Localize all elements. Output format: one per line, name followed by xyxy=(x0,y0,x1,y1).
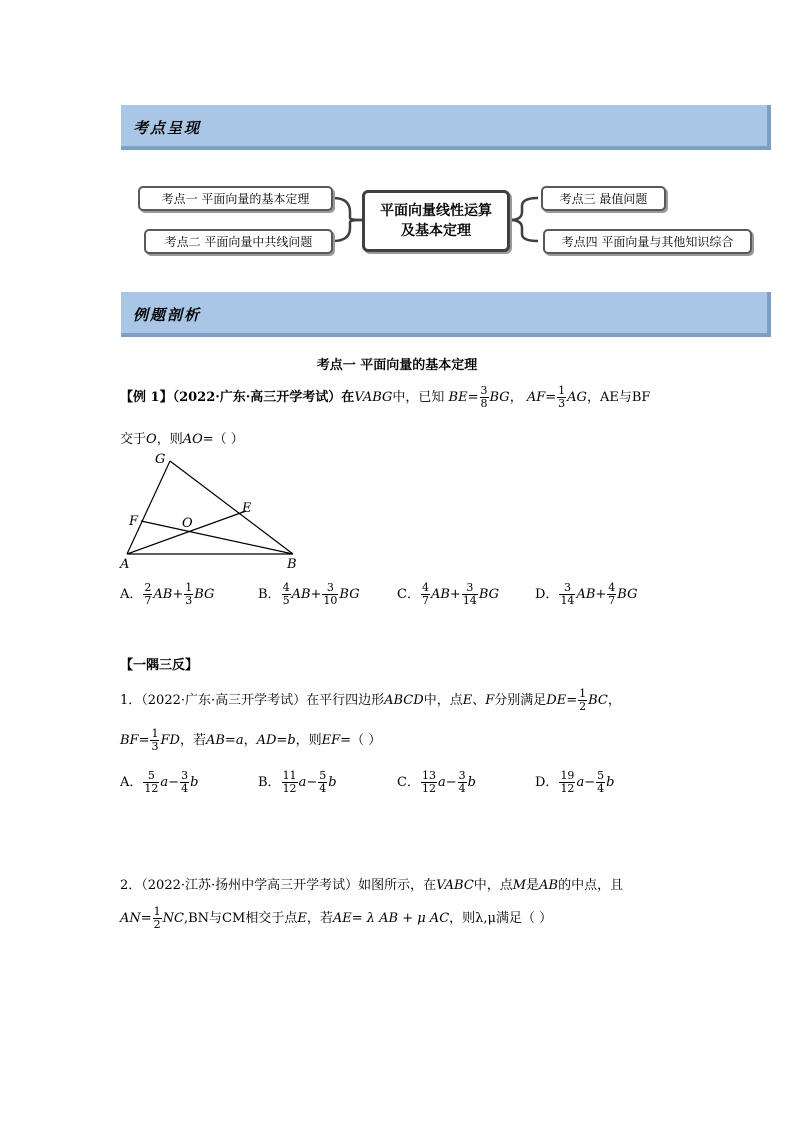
section-header-examples xyxy=(121,292,771,337)
q2-line2: AN= $\frac{1}{2}$ NC,BN与CM相交于点E，若AE= λ AB + μ AC，则λ,μ满足（ ） xyxy=(120,905,553,931)
label-o: O xyxy=(182,516,193,531)
q1-option-a[interactable]: A． $\frac{5}{12}$ a− $\frac{3}{4}$ b xyxy=(120,769,199,795)
section-title: 例题剖析 xyxy=(133,306,202,324)
mindmap-node-topic2: 考点二 平面向量中共线问题 xyxy=(144,229,333,254)
q1-line1: 1．（2022·广东·高三开学考试）在平行四边形ABCD中，点E、F分别满足DE= $\frac{1}{2}$ BC， xyxy=(120,687,621,713)
mindmap-center-node: 平面向量线性运算及基本定理 xyxy=(362,190,510,252)
mindmap-node-topic3: 考点三 最值问题 xyxy=(541,186,666,211)
q2-line1: 2．（2022·江苏·扬州中学高三开学考试）如图所示，在VABC中，点M是AB的中点，且 xyxy=(120,878,624,893)
triangle-figure xyxy=(115,450,315,575)
practice-title: 【一隅三反】 xyxy=(120,658,199,673)
label-g: G xyxy=(155,452,166,467)
mindmap-connectors xyxy=(0,0,794,300)
option-c[interactable]: C． $\frac{4}{7}$ AB+ $\frac{3}{14}$ BG xyxy=(397,581,499,607)
label-b: B xyxy=(287,557,297,572)
q1-option-b[interactable]: B． $\frac{11}{12}$ a− $\frac{5}{4}$ b xyxy=(258,769,337,795)
q1-option-c[interactable]: C． $\frac{13}{12}$ a− $\frac{3}{4}$ b xyxy=(397,769,476,795)
example1-line2: 交于O，则AO=（ ） xyxy=(120,432,244,447)
option-b[interactable]: B． $\frac{4}{5}$ AB+ $\frac{3}{10}$ BG xyxy=(258,581,360,607)
q1-line2: BF= $\frac{1}{3}$ FD，若AB=a，AD=b，则EF=（ ） xyxy=(120,727,382,753)
label-e: E xyxy=(242,501,252,516)
option-d[interactable]: D． $\frac{3}{14}$ AB+ $\frac{4}{7}$ BG xyxy=(535,581,638,607)
option-a[interactable]: A． $\frac{2}{7}$ AB+ $\frac{1}{3}$ BG xyxy=(120,581,215,607)
label-f: F xyxy=(129,514,139,529)
mindmap-node-topic4: 考点四 平面向量与其他知识综合 xyxy=(543,229,752,254)
topic1-title: 考点一 平面向量的基本定理 xyxy=(316,358,478,373)
q1-option-d[interactable]: D． $\frac{19}{12}$ a− $\frac{5}{4}$ b xyxy=(535,769,615,795)
example1-line1: 【例 1】（2022·广东·高三开学考试）在VABG中，已知 BE= $\frac{3}{8}$ BG， AF= $\frac{1}{3}$ AG，AE与BF xyxy=(120,384,651,410)
label-a: A xyxy=(120,557,130,572)
mindmap-node-topic1: 考点一 平面向量的基本定理 xyxy=(138,186,333,211)
section-title: 考点呈现 xyxy=(133,119,202,137)
